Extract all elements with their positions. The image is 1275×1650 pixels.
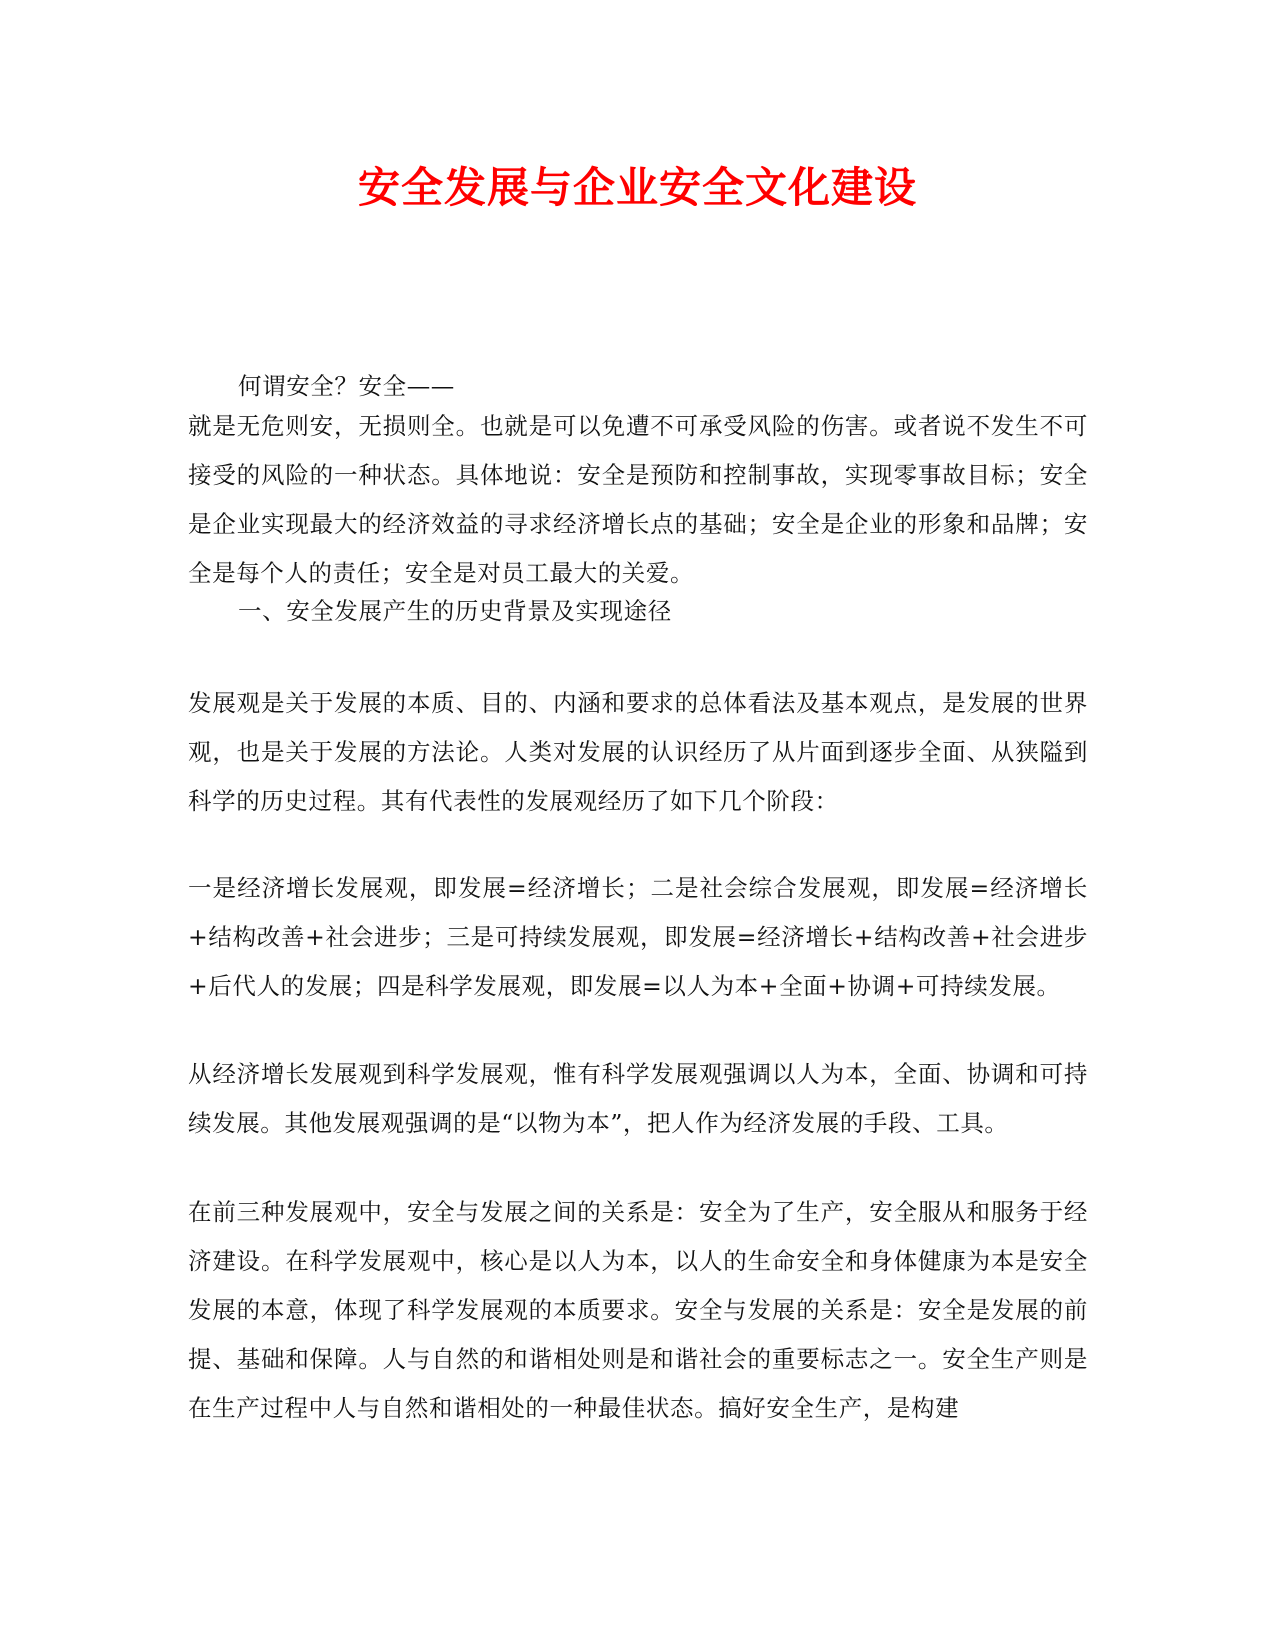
- document-title: 安全发展与企业安全文化建设: [357, 163, 917, 212]
- intro-lead: 何谓安全？安全——: [238, 372, 455, 400]
- paragraph-development-stages: 一是经济增长发展观，即发展=经济增长；二是社会综合发展观，即发展=经济增长+结构改善+社会进步；三是可持续发展观，即发展=经济增长+结构改善+社会进步+后代人的发展；四是科学发展观，即发展=以人为本+全面+协调+可持续发展。: [188, 874, 1088, 1000]
- paragraph-safety-relationship: 在前三种发展观中，安全与发展之间的关系是：安全为了生产，安全服从和服务于经济建设。在科学发展观中，核心是以人为本，以人的生命安全和身体健康为本是安全发展的本意，体现了科学发展观的本质要求。安全与发展的关系是：安全是发展的前提、基础和保障。人与自然的和谐相处则是和谐社会的重要标志之一。安全生产则是在生产过程中人与自然和谐相处的一种最佳状态。搞好安全生产，是构建: [188, 1198, 1088, 1422]
- section-heading-1: 一、安全发展产生的历史背景及实现途径: [238, 597, 672, 625]
- paragraph-scientific-development: 从经济增长发展观到科学发展观，惟有科学发展观强调以人为本，全面、协调和可持续发展。其他发展观强调的是“以物为本”，把人作为经济发展的手段、工具。: [188, 1060, 1088, 1137]
- paragraph-development-view: 发展观是关于发展的本质、目的、内涵和要求的总体看法及基本观点，是发展的世界观，也是关于发展的方法论。人类对发展的认识经历了从片面到逐步全面、从狭隘到科学的历史过程。其有代表性的发展观经历了如下几个阶段：: [188, 689, 1088, 815]
- intro-paragraph: 就是无危则安，无损则全。也就是可以免遭不可承受风险的伤害。或者说不发生不可接受的风险的一种状态。具体地说：安全是预防和控制事故，实现零事故目标；安全是企业实现最大的经济效益的寻求经济增长点的基础；安全是企业的形象和品牌；安全是每个人的责任；安全是对员工最大的关爱。: [188, 412, 1088, 587]
